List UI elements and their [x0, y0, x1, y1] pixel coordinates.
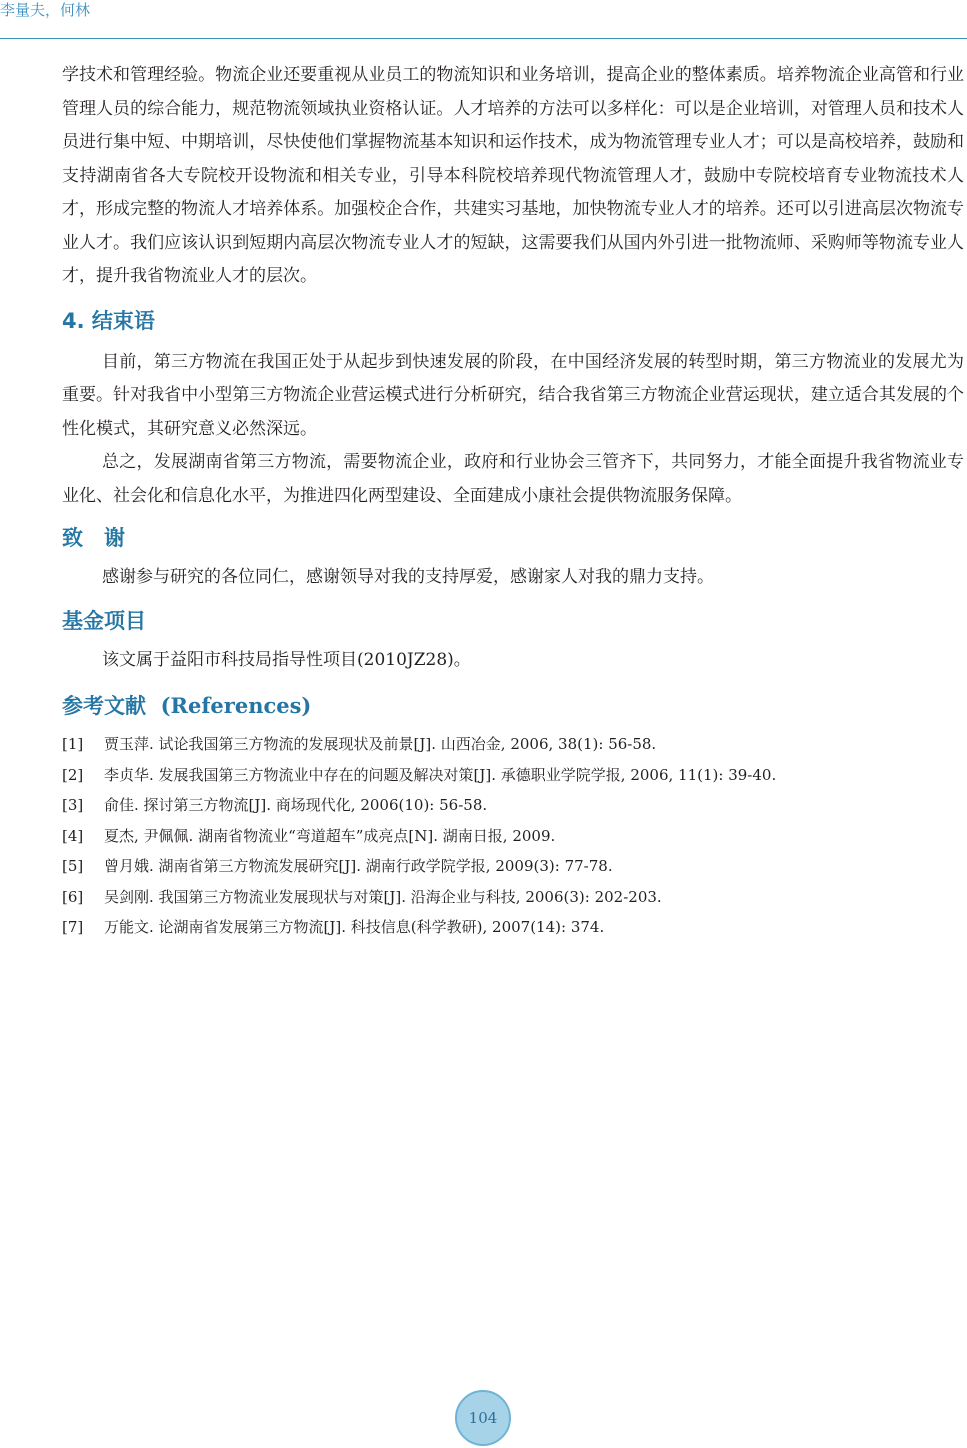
reference-number: [6] — [62, 887, 84, 906]
reference-text: 万能文. 论湖南省发展第三方物流[J]. 科技信息(科学教研), 2007(14): 374. — [104, 918, 605, 936]
reference-text: 贾玉萍. 试论我国第三方物流的发展现状及前景[J]. 山西冶金, 2006, 38(1): 56-58. — [104, 735, 657, 753]
article-body — [62, 59, 964, 943]
reference-item — [62, 790, 964, 821]
reference-list — [62, 729, 964, 943]
reference-item — [62, 729, 964, 760]
reference-item — [62, 912, 964, 943]
reference-text: 曾月娥. 湖南省第三方物流发展研究[J]. 湖南行政学院学报, 2009(3): 77-78. — [104, 857, 613, 875]
conclusion-heading: 4. 结束语 — [62, 308, 155, 333]
header-divider — [0, 38, 967, 39]
reference-item — [62, 821, 964, 852]
reference-number: [5] — [62, 857, 84, 875]
reference-number: [4] — [62, 826, 84, 845]
conclusion-paragraph-2: 总之，发展湖南省第三方物流，需要物流企业，政府和行业协会三管齐下，共同努力，才能全面提升我省物流业专业化、社会化和信息化水平，为推进四化两型建设、全面建成小康社会提供物流服务保障。 — [62, 452, 964, 506]
reference-item — [62, 760, 964, 791]
reference-number: [7] — [62, 918, 84, 936]
acknowledgement-text: 感谢参与研究的各位同仁，感谢领导对我的支持厚爱，感谢家人对我的鼎力支持。 — [102, 567, 714, 587]
conclusion-paragraph-1: 目前，第三方物流在我国正处于从起步到快速发展的阶段，在中国经济发展的转型时期，第三方物流业的发展尤为重要。针对我省中小型第三方物流企业营运模式进行分析研究，结合我省第三方物流企业营运现状，建立适合其发展的个性化模式，其研究意义必然深远。 — [62, 351, 964, 439]
page-number-badge — [455, 1390, 511, 1446]
reference-text: 夏杰, 尹佩佩. 湖南省物流业“弯道超车”成亮点[N]. 湖南日报, 2009. — [104, 826, 556, 845]
reference-text: 吴剑刚. 我国第三方物流业发展现状与对策[J]. 沿海企业与科技, 2006(3): 202-203. — [104, 887, 662, 906]
intro-paragraph: 学技术和管理经验。物流企业还要重视从业员工的物流知识和业务培训，提高企业的整体素质。培养物流企业高管和行业管理人员的综合能力，规范物流领域执业资格认证。人才培养的方法可以多样化：可以是企业培训，对管理人员和技术人员进行集中短、中期培训，尽快使他们掌握物流基本知识和运作技术，成为物流管理专业人才；可以是高校培养，鼓励和支持湖南省各大专院校开设物流和相关专业，引导本科院校培养现代物流管理人才，鼓励中专院校培育专业物流技术人才，形成完整的物流人才培养体系。加强校企合作，共建实习基地，加快物流专业人才的培养。还可以引进高层次物流专业人才。我们应该认识到短期内高层次物流专业人才的短缺，这需要我们从国内外引进一批物流师、采购师等物流专业人才，提升我省物流业人才的层次。 — [62, 65, 964, 286]
references-heading — [62, 689, 964, 723]
reference-item — [62, 882, 964, 913]
references-heading-en: (References) — [160, 693, 312, 718]
acknowledgement-heading: 致 谢 — [62, 526, 125, 550]
page-number: 104 — [468, 1409, 498, 1427]
funding-text: 该文属于益阳市科技局指导性项目(2010JZ28)。 — [102, 649, 471, 670]
references-heading-cn: 参考文献 — [62, 694, 146, 718]
reference-text: 俞佳. 探讨第三方物流[J]. 商场现代化, 2006(10): 56-58. — [104, 796, 488, 814]
reference-number: [2] — [62, 765, 84, 784]
reference-item — [62, 851, 964, 882]
running-head-authors: 李量夫，何林 — [0, 1, 91, 19]
reference-number: [1] — [62, 735, 84, 753]
reference-number: [3] — [62, 796, 84, 814]
funding-heading: 基金项目 — [62, 608, 146, 633]
reference-text: 李贞华. 发展我国第三方物流业中存在的问题及解决对策[J]. 承德职业学院学报, 2006, 11(1): 39-40. — [104, 765, 777, 784]
